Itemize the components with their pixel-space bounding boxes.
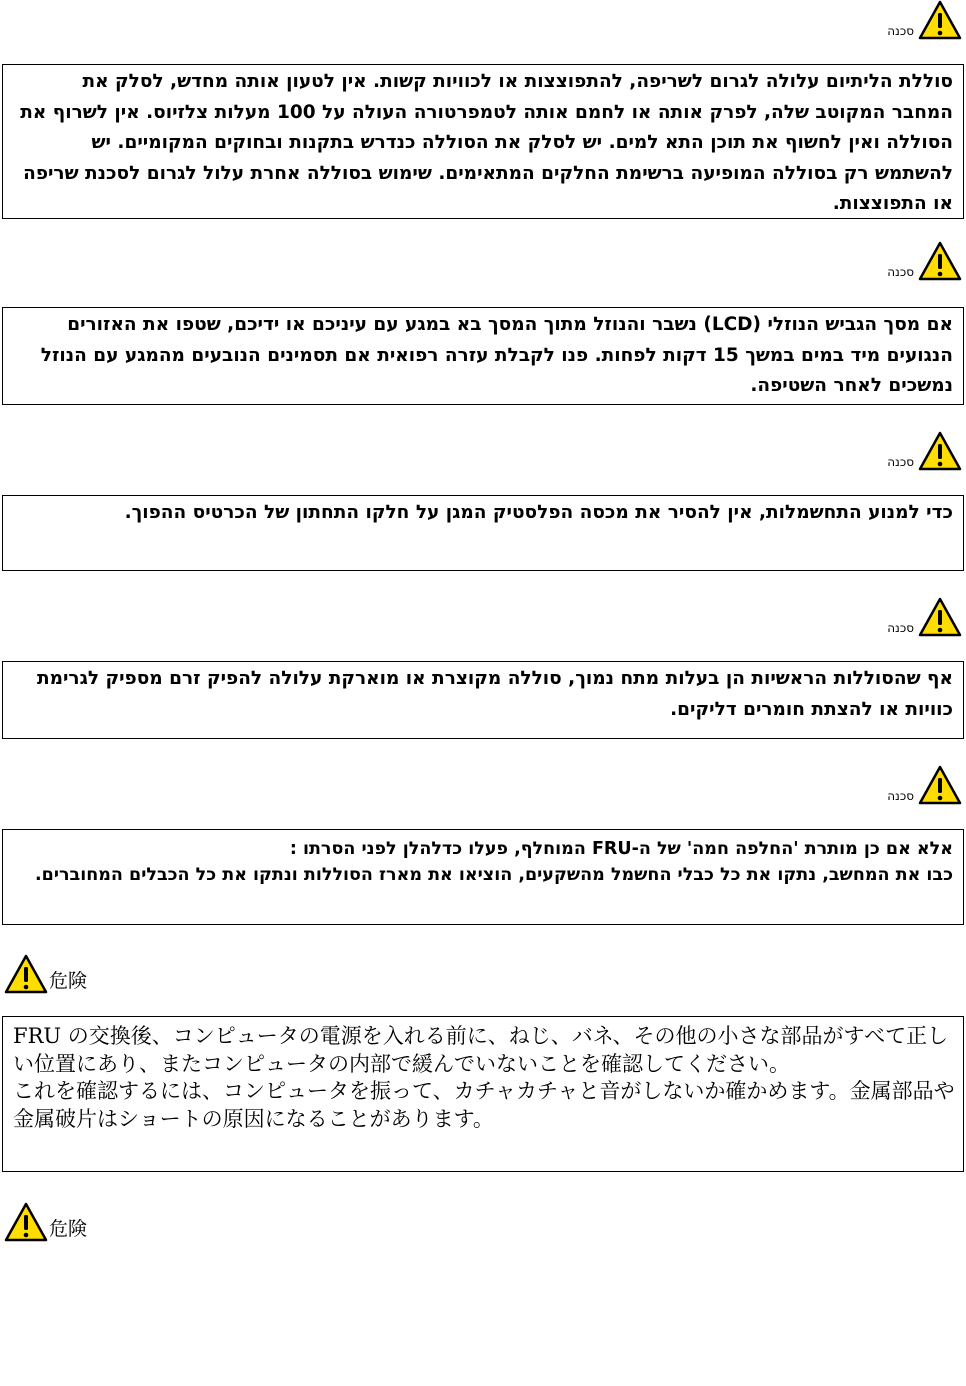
notice-header <box>887 0 962 40</box>
notice-text: אף שהסוללות הראשיות הן בעלות מתח נמוך, סוללה מקוצרת או מוארקת עלולה להפיק זרם מספיק לגרימת כוויות או להצתת חומרים דליקים. <box>36 668 953 720</box>
warning-triangle-icon <box>4 954 48 994</box>
notice-header <box>4 1200 87 1242</box>
warning-triangle-icon <box>918 431 962 471</box>
danger-label: סכנה <box>887 455 914 469</box>
warning-triangle-icon <box>918 0 962 40</box>
notice-paragraph: FRU の交換後、コンピュータの電源を入れる前に、ねじ、バネ、その他の小さな部品がすべて正しい位置にあり、またコンピュータの内部で緩んでいないことを確認してください。 <box>13 1024 949 1076</box>
danger-notice-box <box>2 661 964 739</box>
notice-paragraph: これを確認するには、コンピュータを振って、カチャカチャと音がしないか確かめます。金属部品や金属破片はショートの原因になることがあります。 <box>13 1079 955 1131</box>
notice-header <box>887 431 962 471</box>
warning-triangle-icon <box>918 597 962 637</box>
notice-text-line: כבו את המחשב, נתקו את כל כבלי החשמל מהשקעים, הוציאו את מארז הסוללות ונתקו את כל הכבלים המחוברים. <box>35 865 953 885</box>
danger-label: 危険 <box>49 970 88 992</box>
danger-notice-box <box>2 64 964 219</box>
notice-header <box>887 597 962 637</box>
danger-label: סכנה <box>887 789 914 803</box>
notice-text-line: אלא אם כן מותרת 'החלפה חמה' של ה-FRU המוחלף, פעלו כדלהלן לפני הסרתו : <box>289 839 953 859</box>
notice-text: אם מסך הגביש הנוזלי (LCD) נשבר והנוזל מתוך המסך בא במגע עם עיניכם או ידיכם, שטפו את האזורים הנגועים מיד במים במשך 15 דקות לפחות. פנו לקבלת עזרה רפואית אם תסמינים הנובעים מהמגע עם הנוזל נמשכים לאחר השטיפה. <box>40 314 953 396</box>
notice-text: כדי למנוע התחשמלות, אין להסיר את מכסה הפלסטיק המגן על חלקו התחתון של הכרטיס ההפוך. <box>124 502 953 523</box>
warning-triangle-icon <box>918 241 962 281</box>
notice-header <box>887 241 962 281</box>
danger-notice-box <box>2 307 964 405</box>
danger-notice-box <box>2 1016 964 1172</box>
notice-header <box>887 765 962 805</box>
warning-triangle-icon <box>918 765 962 805</box>
warning-triangle-icon <box>4 1202 48 1242</box>
danger-label: סכנה <box>887 265 914 279</box>
notice-text: סוללת הליתיום עלולה לגרום לשריפה, להתפוצצות או לכוויות קשות. אין לטעון אותה מחדש, לסלק את המחבר המקוטב שלה, לפרק אותה או לחמם אותה לטמפרטורה העולה על 100 מעלות צלזיוס. אין לשרוף את הסוללה ואין לחשוף את תוכן התא למים. יש לסלק את הסוללה כנדרש בתקנות ובחוקים המקומיים. יש להשתמש רק בסוללה המופיעה ברשימת החלקים המתאימים. שימוש בסוללה אחרת עלול לגרום לסכנת שריפה או התפוצצות. <box>20 71 953 214</box>
notice-header <box>4 952 87 994</box>
danger-label: סכנה <box>887 621 914 635</box>
danger-label: סכנה <box>887 24 914 38</box>
danger-notice-box <box>2 495 964 571</box>
danger-notice-box <box>2 829 964 925</box>
danger-label: 危険 <box>49 1218 88 1240</box>
